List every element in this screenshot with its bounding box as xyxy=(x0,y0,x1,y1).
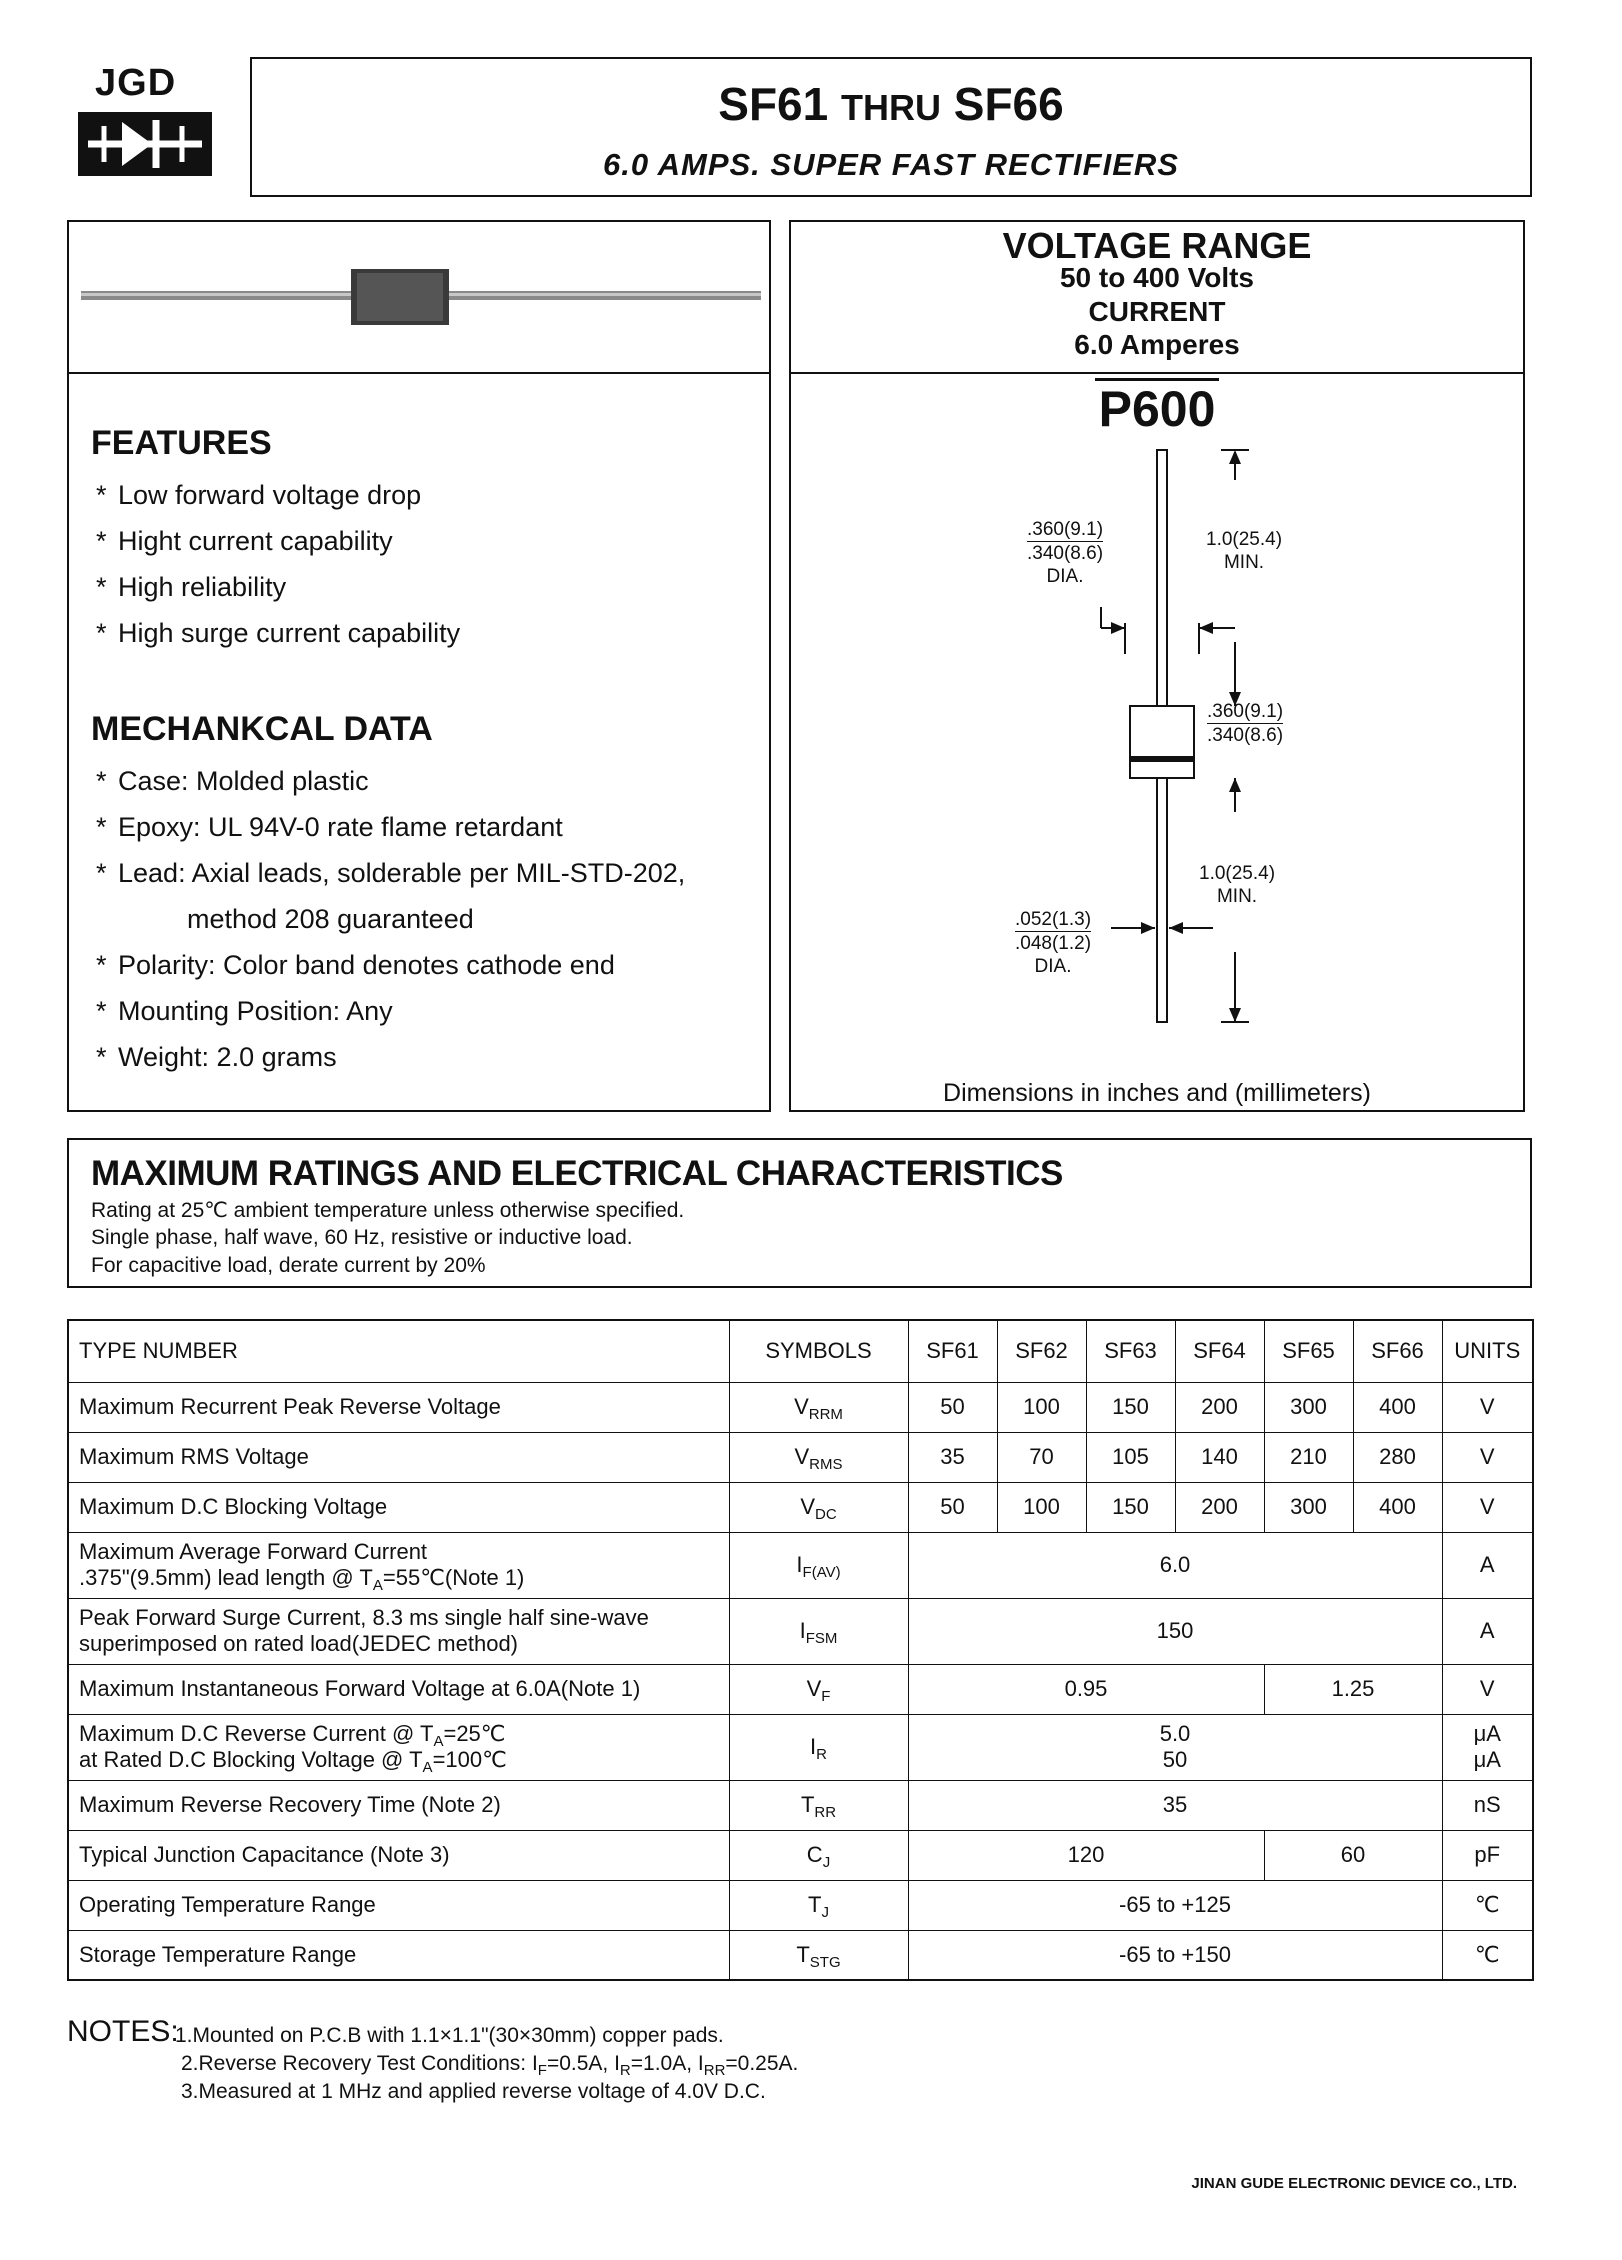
cell-value: 400 xyxy=(1353,1382,1442,1432)
table-header-row xyxy=(68,1320,1533,1382)
cell-value: 50 xyxy=(908,1482,997,1532)
table-row xyxy=(68,1432,1533,1482)
note-item: 3.Measured at 1 MHz and applied reverse voltage of 4.0V D.C. xyxy=(181,2080,766,2103)
divider xyxy=(69,372,769,374)
table-row xyxy=(68,1714,1533,1780)
row-symbol: $V_{DC}$ xyxy=(729,1482,908,1532)
mechanical-item: * Mounting Position: Any xyxy=(96,996,393,1026)
cell-value: 35 xyxy=(908,1780,1442,1830)
cell-value: 35 xyxy=(908,1432,997,1482)
row-symbol: $V_F$ xyxy=(729,1664,908,1714)
cell-value: 400 xyxy=(1353,1482,1442,1532)
diode-symbol-icon xyxy=(78,112,212,176)
table-row xyxy=(68,1930,1533,1980)
row-label: Maximum D.C Blocking Voltage xyxy=(68,1482,729,1532)
note-item: 2.Reverse Recovery Test Conditions: $I_F=0.5A$, $I_R=1.0A$, $I_{RR}=0.25A$. xyxy=(181,2052,799,2079)
cell-value: 300 xyxy=(1264,1382,1353,1432)
row-label: Typical Junction Capacitance (Note 3) xyxy=(68,1830,729,1880)
cell-value: 1.25 xyxy=(1264,1664,1442,1714)
cell-unit: ℃ xyxy=(1442,1880,1533,1930)
feature-item: * High reliability xyxy=(96,572,287,602)
current-value: 6.0 Amperes xyxy=(1074,329,1240,360)
title-box xyxy=(250,57,1532,197)
mechanical-item: * Lead: Axial leads, solderable per MIL-STD-202, xyxy=(96,858,686,888)
mechanical-item: * Epoxy: UL 94V-0 rate flame retardant xyxy=(96,812,563,842)
row-label: Maximum Reverse Recovery Time (Note 2) xyxy=(68,1780,729,1830)
package-code: P600 xyxy=(791,380,1523,438)
header-type: TYPE NUMBER xyxy=(68,1320,729,1382)
title-first-part: SF61 xyxy=(718,78,829,130)
cell-unit: V xyxy=(1442,1432,1533,1482)
row-symbol: $I_{F(AV)}$ xyxy=(729,1532,908,1598)
mechanical-item-continuation: method 208 guaranteed xyxy=(187,904,474,934)
cell-value: 300 xyxy=(1264,1482,1353,1532)
row-label: Maximum RMS Voltage xyxy=(68,1432,729,1482)
row-symbol: $C_J$ xyxy=(729,1830,908,1880)
voltage-range-label: VOLTAGE RANGE xyxy=(1002,225,1312,266)
table-row xyxy=(68,1382,1533,1432)
header-symbols: SYMBOLS xyxy=(729,1320,908,1382)
feature-item: * Hight current capability xyxy=(96,526,393,556)
cell-value: 6.0 xyxy=(908,1532,1442,1598)
feature-item: * Low forward voltage drop xyxy=(96,480,422,510)
title-thru: THRU xyxy=(841,87,941,128)
cell-value: 105 xyxy=(1086,1432,1175,1482)
row-symbol: $I_{FSM}$ xyxy=(729,1598,908,1664)
row-label: Maximum D.C Reverse Current @ $T_A=25℃$ at Rated D.C Blocking Voltage @ $T_A=100℃$ xyxy=(68,1714,729,1780)
table-row xyxy=(68,1830,1533,1880)
cell-value: 150 xyxy=(1086,1482,1175,1532)
cell-value: 100 xyxy=(997,1482,1086,1532)
feature-item: * High surge current capability xyxy=(96,618,461,648)
cell-unit: μA μA xyxy=(1442,1714,1533,1780)
cell-value: 140 xyxy=(1175,1432,1264,1482)
cell-unit: V xyxy=(1442,1664,1533,1714)
row-symbol: $T_{STG}$ xyxy=(729,1930,908,1980)
title-last-part: SF66 xyxy=(953,78,1064,130)
note-item: 1.Mounted on P.C.B with 1.1×1.1"(30×30mm) copper pads. xyxy=(175,2024,724,2047)
cell-value: 50 xyxy=(908,1382,997,1432)
cell-value: 100 xyxy=(997,1382,1086,1432)
header-part: SF65 xyxy=(1264,1320,1353,1382)
mechanical-item: * Case: Molded plastic xyxy=(96,766,369,796)
cell-value: 210 xyxy=(1264,1432,1353,1482)
row-label: Operating Temperature Range xyxy=(68,1880,729,1930)
mechanical-title: MECHANKCAL DATA xyxy=(91,710,433,748)
row-symbol: $T_J$ xyxy=(729,1880,908,1930)
ratings-title: MAXIMUM RATINGS AND ELECTRICAL CHARACTERISTICS xyxy=(91,1154,1063,1193)
cell-unit: ℃ xyxy=(1442,1930,1533,1980)
cell-value: 120 xyxy=(908,1830,1264,1880)
cell-value: 200 xyxy=(1175,1382,1264,1432)
cell-value: 150 xyxy=(1086,1382,1175,1432)
page-subtitle: 6.0 AMPS. SUPER FAST RECTIFIERS xyxy=(603,147,1179,182)
features-title: FEATURES xyxy=(91,424,272,462)
features-box xyxy=(67,220,771,1112)
page-title xyxy=(252,77,1530,131)
body-length-dimension: .360(9.1) .340(8.6) xyxy=(1207,701,1284,746)
ratings-note: For capacitive load, derate current by 20% xyxy=(91,1254,486,1277)
cell-value: 200 xyxy=(1175,1482,1264,1532)
notes-label: NOTES: xyxy=(67,2015,179,2048)
cell-value: 5.0 50 xyxy=(908,1714,1442,1780)
row-symbol: $V_{RRM}$ xyxy=(729,1382,908,1432)
cell-value: -65 to +125 xyxy=(908,1880,1442,1930)
cell-value: 0.95 xyxy=(908,1664,1264,1714)
top-lead-length-dimension: 1.0(25.4) MIN. xyxy=(1206,529,1283,573)
company-name: JINAN GUDE ELECTRONIC DEVICE CO., LTD. xyxy=(1191,2175,1517,2192)
header-part: SF64 xyxy=(1175,1320,1264,1382)
mechanical-item: * Weight: 2.0 grams xyxy=(96,1042,337,1072)
header-part: SF66 xyxy=(1353,1320,1442,1382)
package-box xyxy=(789,220,1525,1112)
diode-photo xyxy=(75,267,765,327)
ratings-box xyxy=(67,1138,1532,1288)
current-label: CURRENT xyxy=(1088,296,1226,327)
row-symbol: $I_R$ xyxy=(729,1714,908,1780)
ratings-note: Rating at 25℃ ambient temperature unless otherwise specified. xyxy=(91,1199,685,1222)
body-dia-dimension: .360(9.1) .340(8.6) DIA. xyxy=(1027,519,1104,587)
cell-unit: pF xyxy=(1442,1830,1533,1880)
cell-value: -65 to +150 xyxy=(908,1930,1442,1980)
table-row xyxy=(68,1880,1533,1930)
cell-unit: nS xyxy=(1442,1780,1533,1830)
cell-value: 70 xyxy=(997,1432,1086,1482)
cell-value: 60 xyxy=(1264,1830,1442,1880)
table-row xyxy=(68,1664,1533,1714)
table-row xyxy=(68,1780,1533,1830)
row-label: Peak Forward Surge Current, 8.3 ms single half sine-wave superimposed on rated load(JEDEC method) xyxy=(68,1598,729,1664)
table-row xyxy=(68,1532,1533,1598)
cell-value: 150 xyxy=(908,1598,1442,1664)
table-row xyxy=(68,1482,1533,1532)
package-outline-drawing xyxy=(791,222,1523,1110)
header-part: SF63 xyxy=(1086,1320,1175,1382)
header-part: SF61 xyxy=(908,1320,997,1382)
row-symbol: $V_{RMS}$ xyxy=(729,1432,908,1482)
row-label: Maximum Recurrent Peak Reverse Voltage xyxy=(68,1382,729,1432)
header-part: SF62 xyxy=(997,1320,1086,1382)
voltage-range-value: 50 to 400 Volts xyxy=(1059,262,1254,293)
cell-unit: A xyxy=(1442,1532,1533,1598)
cell-unit: V xyxy=(1442,1482,1533,1532)
ratings-note: Single phase, half wave, 60 Hz, resistive or inductive load. xyxy=(91,1226,633,1249)
cell-unit: A xyxy=(1442,1598,1533,1664)
row-label: Storage Temperature Range xyxy=(68,1930,729,1980)
mechanical-item: * Polarity: Color band denotes cathode end xyxy=(96,950,615,980)
bottom-lead-length-dimension: 1.0(25.4) MIN. xyxy=(1199,863,1276,907)
lead-dia-dimension: .052(1.3) .048(1.2) DIA. xyxy=(1015,909,1092,977)
header-units: UNITS xyxy=(1442,1320,1533,1382)
dimension-note: Dimensions in inches and (millimeters) xyxy=(943,1079,1371,1107)
logo-text: JGD xyxy=(95,62,177,104)
row-label: Maximum Instantaneous Forward Voltage at 6.0A(Note 1) xyxy=(68,1664,729,1714)
row-symbol: $T_{RR}$ xyxy=(729,1780,908,1830)
table-row xyxy=(68,1598,1533,1664)
ratings-table xyxy=(67,1319,1534,1981)
cell-value: 280 xyxy=(1353,1432,1442,1482)
cell-unit: V xyxy=(1442,1382,1533,1432)
row-label: Maximum Average Forward Current .375"(9.5mm) lead length @ $T_A=55℃(Note$ 1) xyxy=(68,1532,729,1598)
